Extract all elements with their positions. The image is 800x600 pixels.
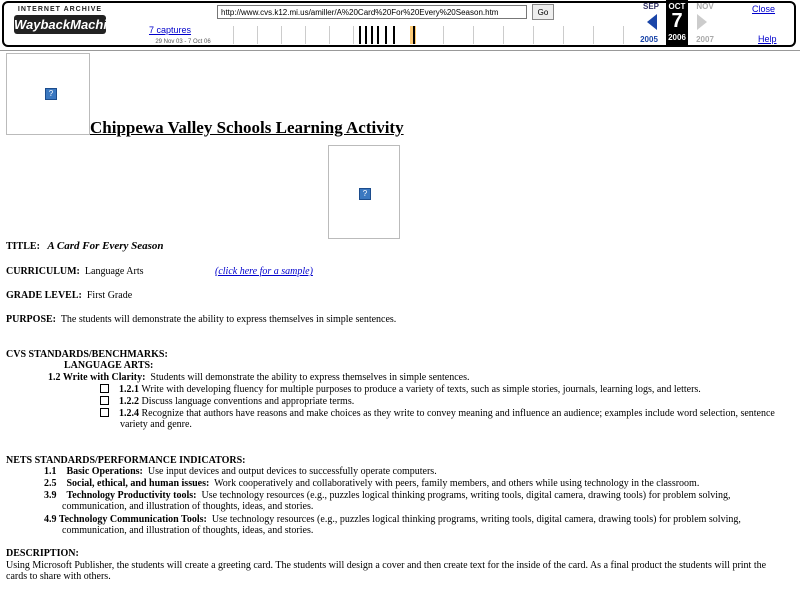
checkbox-bullet-icon	[100, 408, 109, 417]
nets-text: Use technology resources (e.g., puzzles logical thinking programs, writing tools, digital camera, drawing tools) for problem solving,	[201, 490, 731, 501]
year-next: 2007	[696, 35, 714, 44]
timeline-capture[interactable]	[377, 26, 379, 44]
benchmark-text: Write with developing fluency for multiple purposes to produce a variety of texts, such as simple stories, journals, learning logs, and letters.	[141, 384, 701, 395]
timeline-capture[interactable]	[359, 26, 361, 44]
standard-1-2-text: Students will demonstrate the ability to express themselves in simple sentences.	[150, 372, 470, 383]
purpose-value: The students will demonstrate the ability to express themselves in simple sentences.	[60, 314, 397, 325]
go-button[interactable]: Go	[532, 4, 554, 20]
grade-row	[6, 290, 132, 301]
sample-link[interactable]: (click here for a sample)	[215, 266, 313, 277]
month-next: NOV	[696, 2, 714, 11]
benchmark-number: 1.2.2	[119, 396, 139, 407]
benchmark-1-2-2	[100, 396, 354, 407]
nets-text-cont: communication, and illustration of thoughts, ideas, and stories.	[62, 525, 314, 536]
nets-number: 2.5	[44, 478, 57, 489]
language-arts-heading: LANGUAGE ARTS:	[64, 360, 154, 371]
title-row	[6, 241, 164, 252]
timeline-grid	[503, 26, 504, 44]
grade-value: First Grade	[86, 290, 133, 301]
capture-date-range: 29 Nov 03 - 7 Oct 06	[155, 39, 211, 45]
benchmark-text-cont: variety and genre.	[120, 419, 192, 430]
url-input[interactable]	[217, 5, 527, 19]
timeline-grid	[281, 26, 282, 44]
checkbox-bullet-icon	[100, 384, 109, 393]
benchmark-number: 1.2.4	[119, 408, 139, 419]
title-value: A Card For Every Season	[47, 240, 164, 252]
standard-1-2	[48, 372, 470, 383]
next-capture-arrow-icon	[697, 14, 707, 30]
description-label: DESCRIPTION:	[6, 548, 79, 559]
nets-2-5	[44, 478, 699, 489]
timeline-capture[interactable]	[371, 26, 373, 44]
captures-link[interactable]: 7 captures	[148, 25, 192, 35]
benchmark-1-2-1	[100, 384, 701, 395]
curriculum-label: CURRICULUM:	[6, 266, 80, 277]
timeline-grid	[563, 26, 564, 44]
curriculum-value: Language Arts	[84, 266, 144, 277]
curriculum-row	[6, 266, 143, 277]
nets-label: Technology Productivity tools:	[66, 490, 197, 501]
month-prev[interactable]: SEP	[642, 2, 659, 11]
timeline-grid	[473, 26, 474, 44]
timeline-capture[interactable]	[385, 26, 387, 44]
broken-image-icon: ?	[359, 188, 371, 200]
month-current: OCT	[668, 2, 686, 11]
title-label: TITLE:	[6, 241, 40, 252]
broken-image-logo	[6, 53, 90, 135]
timeline-grid	[353, 26, 354, 44]
logo-internet-archive: INTERNET ARCHIVE	[17, 6, 103, 13]
logo-wayback-machine: WaybackMachine	[14, 17, 123, 32]
timeline-grid	[233, 26, 234, 44]
nets-text: Work cooperatively and collaboratively with peers, family members, and others while using technology in the classroom.	[214, 478, 700, 489]
description-text: Using Microsoft Publisher, the students will create a greeting card. The students will design a cover and then create text for the inside of the card. As a final product the students will print the	[6, 560, 767, 571]
timeline-grid	[305, 26, 306, 44]
timeline-grid	[593, 26, 594, 44]
grade-label: GRADE LEVEL:	[6, 290, 82, 301]
benchmark-1-2-4	[100, 408, 775, 419]
prev-capture-arrow-icon[interactable]	[647, 14, 657, 30]
timeline-capture[interactable]	[393, 26, 395, 44]
nets-label: Basic Operations:	[66, 466, 143, 477]
nets-heading: NETS STANDARDS/PERFORMANCE INDICATORS:	[6, 455, 246, 466]
purpose-label: PURPOSE:	[6, 314, 56, 325]
checkbox-bullet-icon	[100, 396, 109, 405]
close-link[interactable]: Close	[752, 4, 776, 14]
purpose-row	[6, 314, 396, 325]
timeline-capture[interactable]	[413, 26, 415, 44]
capture-day: 7	[671, 10, 683, 32]
nets-1-1	[44, 466, 437, 477]
help-link[interactable]: Help	[758, 34, 777, 44]
nets-label: Social, ethical, and human issues:	[66, 478, 210, 489]
description-text-cont: cards to share with others.	[6, 571, 111, 582]
cvs-heading: CVS STANDARDS/BENCHMARKS:	[6, 349, 168, 360]
timeline-capture[interactable]	[365, 26, 367, 44]
standard-1-2-label: 1.2 Write with Clarity:	[48, 372, 146, 383]
year-current: 2006	[668, 33, 686, 42]
nets-text-cont: communication, and illustration of thoughts, ideas, and stories.	[62, 501, 314, 512]
nets-4-9	[44, 514, 741, 525]
broken-image-illustration	[328, 145, 400, 239]
benchmark-number: 1.2.1	[119, 384, 139, 395]
timeline-grid	[257, 26, 258, 44]
nets-3-9	[44, 490, 731, 501]
nets-number: 1.1	[44, 466, 57, 477]
timeline-grid	[329, 26, 330, 44]
nets-label: 4.9 Technology Communication Tools:	[44, 514, 207, 525]
wayback-logo[interactable]	[14, 6, 123, 40]
year-prev[interactable]: 2005	[640, 35, 658, 44]
nets-number: 3.9	[44, 490, 57, 501]
timeline-grid	[623, 26, 624, 44]
page-title: Chippewa Valley Schools Learning Activity	[90, 118, 404, 137]
benchmark-text: Recognize that authors have reasons and make choices as they write to convey meaning and influence an audience; examples include word selection, sentence	[141, 408, 775, 419]
timeline-grid	[533, 26, 534, 44]
benchmark-text: Discuss language conventions and appropriate terms.	[141, 396, 355, 407]
nets-text: Use input devices and output devices to successfully operate computers.	[147, 466, 437, 477]
nets-text: Use technology resources (e.g., puzzles logical thinking programs, writing tools, digital camera, drawing tools) for problem solving,	[211, 514, 741, 525]
current-capture	[666, 0, 688, 45]
timeline-grid	[443, 26, 444, 44]
broken-image-icon: ?	[45, 88, 57, 100]
capture-timeline[interactable]	[213, 26, 633, 44]
wayback-toolbar	[0, 0, 800, 51]
